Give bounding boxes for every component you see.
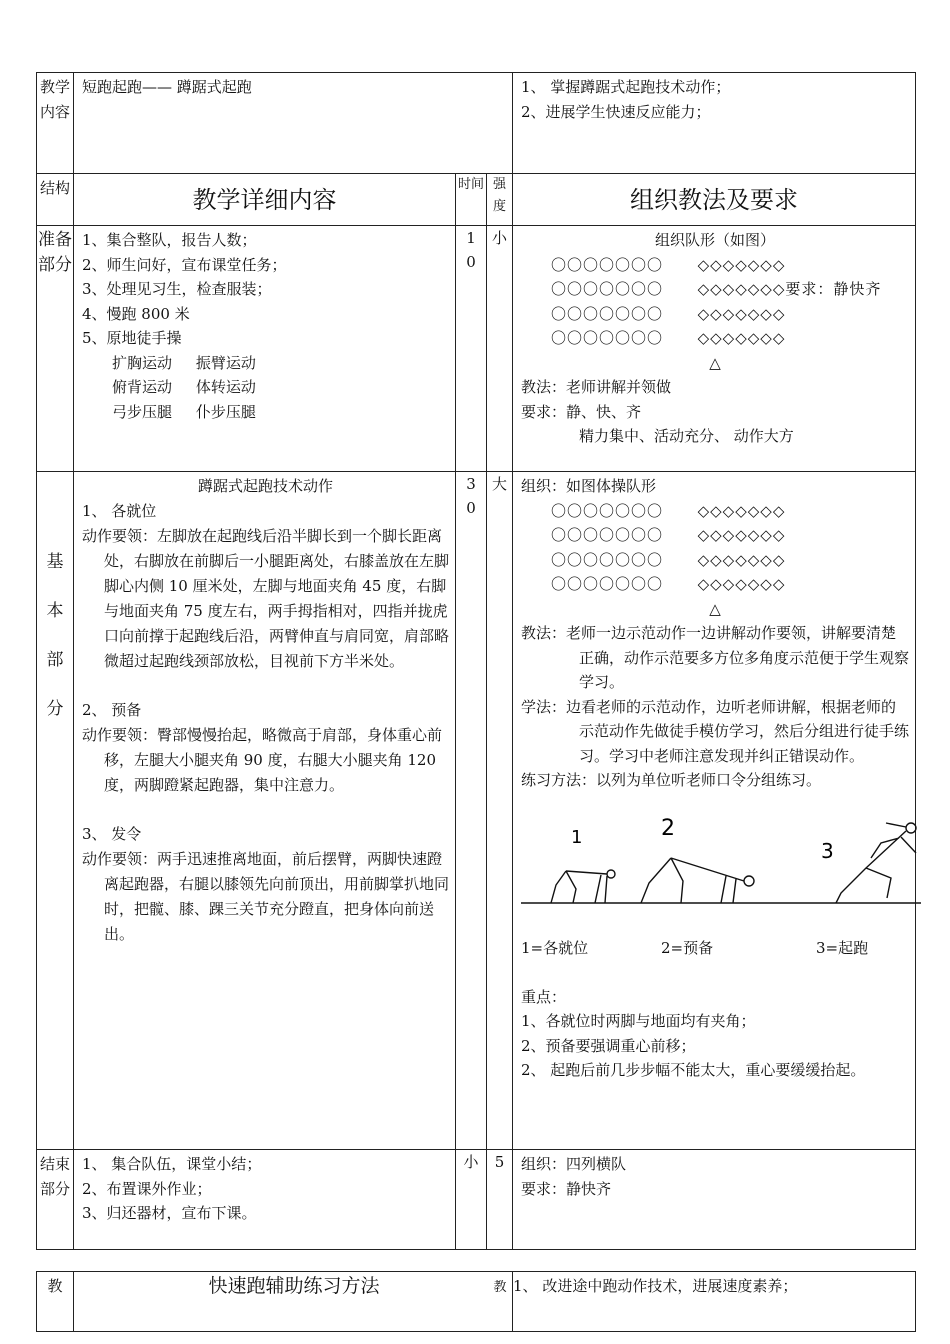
prep-intensity: 小 bbox=[487, 226, 513, 472]
prep-req-1: 要求：静、快、齐 bbox=[521, 402, 642, 421]
basic-org bbox=[513, 472, 916, 1150]
prep-req-2: 精力集中、活动充分、 动作大方 bbox=[579, 427, 794, 445]
fig-label-2: 2=预备 bbox=[661, 939, 714, 957]
end-content bbox=[74, 1150, 456, 1250]
basic-org-line: 组织：如图体操队形 bbox=[521, 477, 657, 495]
prep-method: 教法：老师讲解并领做 bbox=[521, 378, 672, 396]
prep-formation-3: 〇〇〇〇〇〇〇 ◇◇◇◇◇◇◇ bbox=[551, 304, 786, 323]
basic-teacher-marker: △ bbox=[709, 599, 721, 618]
basic-formation-1: 〇〇〇〇〇〇〇 ◇◇◇◇◇◇◇ bbox=[551, 501, 786, 520]
basic-formation-4: 〇〇〇〇〇〇〇 ◇◇◇◇◇◇◇ bbox=[551, 575, 786, 593]
prep-item-4: 4、慢跑 800 米 bbox=[82, 304, 190, 323]
row-prep bbox=[37, 226, 916, 472]
basic-intensity: 大 bbox=[487, 472, 513, 1150]
basic-teach: 教法：老师一边示范动作一边讲解动作要领，讲解要清楚正确，动作示范要多方位多角度示范便于学生观察学习。 bbox=[521, 624, 910, 691]
next-label: 教 bbox=[37, 1272, 74, 1332]
label-content bbox=[37, 73, 74, 174]
basic-practice: 练习方法：以列为单位听老师口令分组练习。 bbox=[521, 771, 822, 789]
prep-time-text: 10 bbox=[466, 229, 476, 271]
prep-formation-1: 〇〇〇〇〇〇〇 ◇◇◇◇◇◇◇ bbox=[551, 255, 786, 274]
prep-time bbox=[456, 226, 487, 472]
header-intensity: 强度 bbox=[487, 174, 513, 226]
step2-head: 2、 预备 bbox=[82, 701, 142, 719]
basic-formation-3: 〇〇〇〇〇〇〇 ◇◇◇◇◇◇◇ bbox=[551, 550, 786, 569]
key-1: 1、各就位时两脚与地面均有夹角； bbox=[521, 1012, 756, 1030]
end-req-line: 要求：静快齐 bbox=[521, 1179, 612, 1198]
prep-org bbox=[513, 226, 916, 472]
step2-body: 动作要领：臀部慢慢抬起，略微高于肩部，身体重心前移，左腿大小腿夹角 90 度，右腿大小腿夹角 120 度，两脚蹬紧起跑器，集中注意力。 bbox=[82, 726, 443, 794]
step1-head: 1、 各就位 bbox=[82, 502, 157, 520]
header-content: 教学详细内容 bbox=[74, 174, 456, 226]
prep-exercise-1: 扩胸运动 振臂运动 bbox=[112, 353, 256, 372]
fig-labels bbox=[521, 936, 909, 961]
fig-label-1: 1=各就位 bbox=[521, 939, 589, 957]
end-time: 5 bbox=[487, 1150, 513, 1250]
end-item-3: 3、归还器材，宣布下课。 bbox=[82, 1204, 257, 1222]
task-1: 1、 掌握蹲踞式起跑技术动作； bbox=[521, 78, 731, 96]
fig-num-3: 3 bbox=[821, 838, 834, 863]
fig-label-3: 3=起跑 bbox=[816, 939, 869, 957]
next-content: 快速跑辅助练习方法 bbox=[74, 1272, 513, 1332]
basic-time bbox=[456, 472, 487, 1150]
end-org bbox=[513, 1150, 916, 1250]
row-basic bbox=[37, 472, 916, 1150]
label-end: 结束部分 bbox=[37, 1150, 74, 1250]
key-title: 重点： bbox=[521, 987, 567, 1006]
lesson-content: 短跑起跑—— 蹲踞式起跑 bbox=[82, 78, 252, 96]
row-header bbox=[37, 174, 916, 226]
prep-item-5: 5、原地徒手操 bbox=[82, 329, 182, 347]
end-intensity: 小 bbox=[456, 1150, 487, 1250]
label-basic bbox=[37, 472, 74, 1150]
basic-title: 蹲踞式起跑技术动作 bbox=[197, 477, 333, 495]
start-phases-illustration bbox=[521, 813, 921, 913]
prep-item-1: 1、集合整队，报告人数； bbox=[82, 231, 257, 249]
basic-time-text: 30 bbox=[466, 475, 476, 517]
teacher-marker: △ bbox=[709, 353, 721, 372]
content-cell bbox=[74, 73, 513, 174]
label-content-text: 教学内容 bbox=[39, 78, 70, 121]
basic-learn: 学法：边看老师的示范动作，边听老师讲解，根据老师的示范动作先做徒手模仿学习，然后分组进行徒手练习。学习中老师注意发现并纠正错误动作。 bbox=[521, 697, 910, 765]
header-time: 时间 bbox=[456, 174, 487, 226]
prep-formation-4: 〇〇〇〇〇〇〇 ◇◇◇◇◇◇◇ bbox=[551, 329, 786, 347]
step1-body: 动作要领：左脚放在起跑线后沿半脚长到一个脚长距离处，右脚放在前脚后一小腿距离处，右膝盖放在左脚脚心内侧 10 厘米处，左脚与地面夹角 45 度，右脚与地面夹角 75 度左右，两手拇指相对，四指并拢虎口向前撑于起跑线后沿，两臂伸直与肩同宽，肩部略微超过起跑线颈部放松，目视前下方半米处。 bbox=[82, 527, 450, 670]
task-2: 2、进展学生快速反应能力； bbox=[521, 102, 711, 121]
prep-exercise-3: 弓步压腿 仆步压腿 bbox=[112, 402, 256, 421]
fig-num-2: 2 bbox=[661, 815, 675, 841]
basic-formation-2: 〇〇〇〇〇〇〇 ◇◇◇◇◇◇◇ bbox=[551, 526, 786, 544]
next-task bbox=[493, 1272, 916, 1332]
step3-body: 动作要领：两手迅速推离地面，前后摆臂，两脚快速蹬离起跑器，右腿以膝领先向前顶出，用前脚掌扒地同时，把髋、膝、踝三关节充分蹬直，把身体向前送出。 bbox=[82, 850, 450, 943]
prep-formation-2: 〇〇〇〇〇〇〇 ◇◇◇◇◇◇◇要求：静快齐 bbox=[551, 280, 882, 298]
label-prep: 准备部分 bbox=[37, 226, 74, 472]
next-task-label: 教 bbox=[493, 1280, 507, 1295]
prep-item-3: 3、处理见习生，检查服装； bbox=[82, 280, 272, 298]
fig-num-1: 1 bbox=[571, 826, 583, 848]
row-content bbox=[37, 73, 916, 174]
row-end bbox=[37, 1150, 916, 1250]
row-next bbox=[37, 1272, 916, 1332]
end-org-line: 组织：四列横队 bbox=[521, 1155, 627, 1173]
step3-head: 3、 发令 bbox=[82, 825, 142, 843]
label-basic-text: 基本部分 bbox=[46, 552, 64, 719]
key-2: 2、预备要强调重心前移； bbox=[521, 1036, 696, 1055]
header-structure: 结构 bbox=[37, 174, 74, 226]
prep-org-title: 组织队形（如图） bbox=[654, 231, 775, 249]
basic-content bbox=[74, 472, 456, 1150]
end-item-1: 1、 集合队伍，课堂小结； bbox=[82, 1155, 262, 1173]
next-lesson-table bbox=[36, 1271, 916, 1332]
end-item-2: 2、布置课外作业； bbox=[82, 1179, 212, 1198]
prep-item-2: 2、师生问好，宣布课堂任务； bbox=[82, 255, 287, 274]
prep-content bbox=[74, 226, 456, 472]
key-3: 2、 起跑后前几步步幅不能太大，重心要缓缓抬起。 bbox=[521, 1061, 866, 1079]
lesson-plan-table bbox=[36, 72, 916, 1250]
task-cell bbox=[513, 73, 916, 174]
header-org: 组织教法及要求 bbox=[513, 174, 916, 226]
prep-exercise-2: 俯背运动 体转运动 bbox=[112, 378, 256, 396]
next-task-text: 1、 改进途中跑动作技术，进展速度素养； bbox=[513, 1277, 798, 1295]
